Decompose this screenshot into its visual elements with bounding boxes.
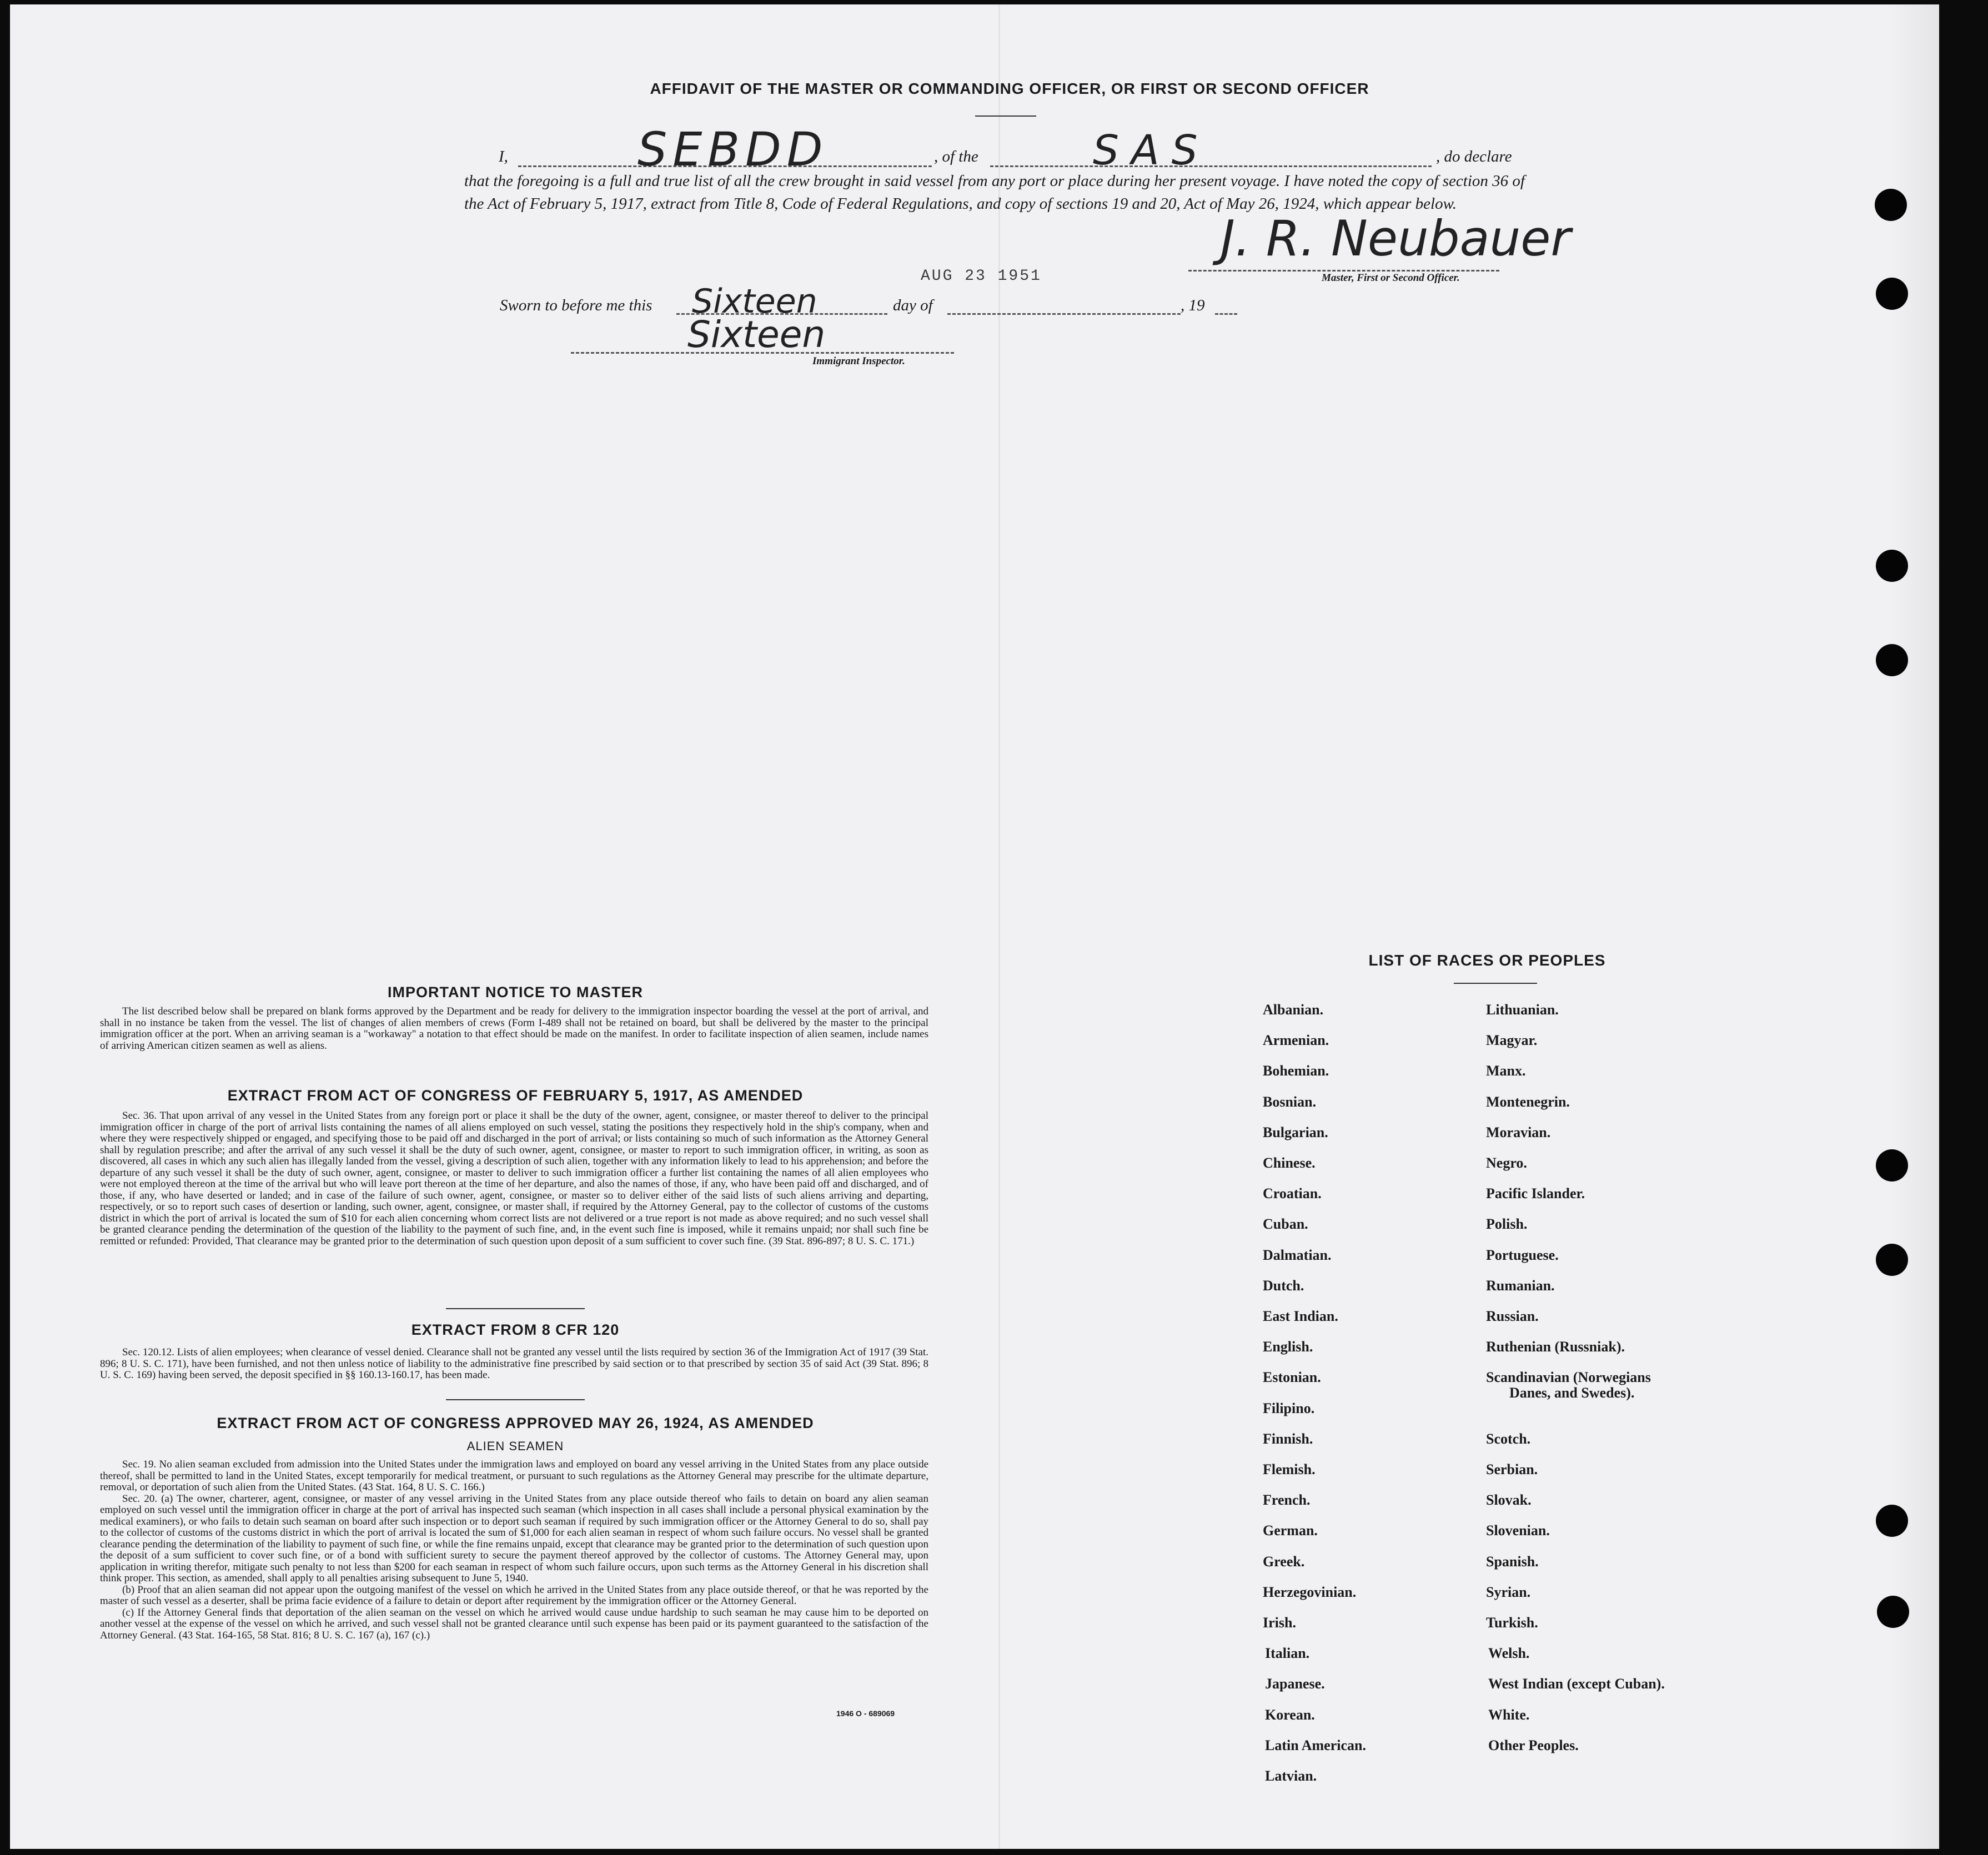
race-item: Serbian. [1486, 1461, 1538, 1477]
race-item: Herzegovinian. [1263, 1584, 1357, 1600]
extract-1917-text [100, 1110, 928, 1247]
race-item: Filipino. [1263, 1400, 1315, 1416]
race-item: Croatian. [1263, 1185, 1322, 1202]
race-item: West Indian (except Cuban). [1488, 1676, 1665, 1692]
notice-text [100, 1006, 928, 1052]
master-officer-label: Master, First or Second Officer. [1322, 272, 1460, 284]
race-item: Estonian. [1263, 1369, 1321, 1385]
i-label: I, [499, 148, 508, 165]
inspector-label: Immigrant Inspector. [812, 355, 905, 367]
race-item: Pacific Islander. [1486, 1185, 1585, 1202]
master-signature-handwritten: J. R. Neubauer [1221, 210, 1571, 267]
extract-1924-text [100, 1459, 928, 1641]
races-title-underline [1454, 983, 1537, 984]
race-item: Latvian. [1265, 1768, 1317, 1784]
race-item: Magyar. [1486, 1032, 1538, 1048]
race-item: Albanian. [1263, 1002, 1324, 1018]
race-item: Welsh. [1488, 1645, 1530, 1661]
race-item: English. [1263, 1339, 1313, 1355]
race-item: Other Peoples. [1488, 1737, 1579, 1753]
section-20b-paragraph: (b) Proof that an alien seaman did not appear upon the outgoing manifest of the vessel on which he arrived in the United States from any place outside thereof, or that he was reported by the master of such vessel as a deserter, shall be prima facie evidence of a failure to detain or deport after requirement by the immigration officer or the Attorney General. [100, 1583, 928, 1607]
race-item: Bohemian. [1263, 1063, 1329, 1079]
race-item: White. [1488, 1707, 1530, 1723]
punch-hole-icon [1876, 1244, 1908, 1276]
print-code: 1946 O - 689069 [836, 1709, 895, 1718]
do-declare-label: , do declare [1436, 148, 1512, 165]
race-item: Chinese. [1263, 1155, 1316, 1171]
section-divider [446, 1399, 585, 1400]
race-item: Dutch. [1263, 1278, 1304, 1294]
race-item: Scandinavian (Norwegians [1486, 1369, 1651, 1385]
race-item: Danes, and Swedes). [1509, 1385, 1635, 1401]
punch-hole-icon [1876, 278, 1908, 310]
affidavit-body-text: that the foregoing is a full and true list of all the crew brought in said vessel from any port or place during her present voyage. I have noted the copy of section 36 of the Act of February 5, 1917, extract from Title 8, Code of Federal Regulations, and copy of sections 19 and 20, Act of May 26, 1924, which appear below. [464, 172, 1525, 213]
vessel-name-handwritten: SAS [1093, 127, 1210, 174]
punch-hole-icon [1876, 550, 1908, 582]
section-divider [446, 1308, 585, 1309]
race-item: Slovak. [1486, 1492, 1532, 1508]
date-stamp: AUG 23 1951 [921, 268, 1042, 285]
race-item: Portuguese. [1486, 1247, 1559, 1263]
punch-hole-icon [1876, 644, 1908, 676]
race-item: Italian. [1265, 1645, 1310, 1661]
race-item: Flemish. [1263, 1461, 1316, 1477]
extract-8cfr-text [100, 1347, 928, 1381]
section-36-paragraph: Sec. 36. That upon arrival of any vessel in the United States from any foreign port or place it shall be the duty of the owner, agent, consignee, or master thereof to deliver to the principal immigration officer in charge of the port of arrival lists containing the names of all aliens employed on such vessel, stating the positions they respectively hold in the ship's company, when and where they were respectively shipped or engaged, and specifying those to be paid off and discharged in the port of arrival; or lists containing so much of such information as the Attorney General shall by regulation prescribe; and after the arrival of any such vessel it shall be the duty of such owner, agent, consignee, or master to report to such immigration officer, in writing, as soon as discovered, all cases in which any such alien has illegally landed from the vessel, giving a description of such alien, together with any information likely to lead to his apprehension; and before the departure of any such vessel it shall be the duty of such owner, agent, consignee, or master to deliver to such immigration officer a further list containing the names of all alien employees who were not employed thereon at the time of the arrival but who will leave port thereon at the time of her departure, and also the names of those, if any, who have been paid off and discharged, and of those, if any, who have deserted or landed; and in case of the failure of such owner, agent, consignee, or master so to deliver either of the said lists of such aliens arriving and departing, respectively, or so to report such cases of desertion or landing, such owner, agent, consignee, or master shall, if required by the Attorney General, pay to the collector of customs of the customs district in which the port of arrival is located the sum of $10 for each alien concerning whom correct lists are not delivered or a true report is not made as above required; and no such vessel shall be granted clearance pending the determination of the question of the liability to the payment of such fine, and, in the event such fine is imposed, while it remains unpaid; nor shall such fine be remitted or refunded: Provided, That clearance may be granted prior to the determination of such question upon deposit of a sum sufficient to cover such fine. (39 Stat. 896-897; 8 U. S. C. 171.) [100, 1110, 928, 1247]
title-underline [975, 115, 1036, 117]
race-item: Latin American. [1265, 1737, 1366, 1753]
document-page [10, 4, 1939, 1849]
month-line [947, 313, 1181, 315]
race-item: Finnish. [1263, 1431, 1313, 1447]
section-19-paragraph: Sec. 19. No alien seaman excluded from admission into the United States under the immigration laws and employed on board any vessel arriving in the United States from any place outside thereof, shall be permitted to land in the United States, except temporarily for medical treatment, or pursuant to such regulations as the Attorney General may prescribe for the ultimate departure, removal, or deportation of such alien from the United States. (43 Stat. 164, 8 U. S. C. 166.) [100, 1459, 928, 1493]
race-item: Montenegrin. [1486, 1094, 1570, 1110]
race-item: Rumanian. [1486, 1278, 1555, 1294]
race-item: Scotch. [1486, 1431, 1531, 1447]
race-item: Irish. [1263, 1615, 1296, 1631]
race-item: Bosnian. [1263, 1094, 1317, 1110]
race-item: Japanese. [1265, 1676, 1325, 1692]
vessel-line [990, 165, 1432, 167]
race-item: Ruthenian (Russniak). [1486, 1339, 1625, 1355]
race-item: Negro. [1486, 1155, 1527, 1171]
race-item: Polish. [1486, 1216, 1528, 1232]
race-item: Lithuanian. [1486, 1002, 1559, 1018]
section-20c-paragraph: (c) If the Attorney General finds that deportation of the alien seaman on the vessel on which he arrived would cause undue hardship to such seaman he may cause him to be deported on another vessel at the expense of the vessel on which he arrived, and such vessel shall not be granted clearance until such expense has been paid or its payment guaranteed to the satisfaction of the Attorney General. (43 Stat. 164-165, 58 Stat. 816; 8 U. S. C. 167 (a), 167 (c).) [100, 1606, 928, 1641]
race-item: Bulgarian. [1263, 1124, 1328, 1140]
race-item: Turkish. [1486, 1615, 1538, 1631]
punch-hole-icon [1876, 1505, 1908, 1537]
section-120-12-paragraph: Sec. 120.12. Lists of alien employees; when clearance of vessel denied. Clearance shall not be granted any vessel until the lists required by section 36 of the Immigration Act of 1917 (39 Stat. 896; 8 U. S. C. 171), have been furnished, and not then unless notice of liability to the administrative fine prescribed by said section or to that prescribed by section 35 of said Act (39 Stat. 896; 8 U. S. C. 169) having been served, the deposit specified in §§ 160.13-160.17, has been made. [100, 1346, 928, 1381]
race-item: Dalmatian. [1263, 1247, 1332, 1263]
sworn-day-handwritten: Sixteen [692, 282, 817, 321]
race-item: French. [1263, 1492, 1311, 1508]
race-item: Greek. [1263, 1554, 1305, 1570]
race-item: Spanish. [1486, 1554, 1539, 1570]
extract-8cfr-title: EXTRACT FROM 8 CFR 120 [411, 1321, 620, 1338]
race-item: Korean. [1265, 1707, 1315, 1723]
race-item: East Indian. [1263, 1308, 1338, 1324]
race-item: Moravian. [1486, 1124, 1551, 1140]
punch-hole-icon [1875, 189, 1907, 221]
race-item: Syrian. [1486, 1584, 1531, 1600]
year-label: , 19 [1181, 296, 1205, 314]
affidavit-title: AFFIDAVIT OF THE MASTER OR COMMANDING OFFICER, OR FIRST OR SECOND OFFICER [650, 80, 1369, 97]
of-the-label: , of the [934, 148, 978, 165]
year-line [1215, 313, 1237, 315]
race-item: German. [1263, 1522, 1318, 1539]
punch-hole-icon [1876, 1149, 1908, 1182]
races-title: LIST OF RACES OR PEOPLES [1368, 952, 1606, 969]
race-item: Russian. [1486, 1308, 1539, 1324]
alien-seamen-subtitle: ALIEN SEAMEN [466, 1439, 564, 1453]
notice-title: IMPORTANT NOTICE TO MASTER [388, 984, 643, 1001]
signature-line [1188, 270, 1499, 272]
day-of-label: day of [893, 296, 933, 314]
race-item: Slovenian. [1486, 1522, 1550, 1539]
extract-1917-title: EXTRACT FROM ACT OF CONGRESS OF FEBRUARY 5, 1917, AS AMENDED [227, 1087, 804, 1104]
notice-paragraph: The list described below shall be prepared on blank forms approved by the Department and be ready for delivery to the immigration inspector boarding the vessel at the port of arrival, and shall in no instance be taken from the vessel. The list of changes of alien members of crews (Form I-489 shall not be retained on board, but shall be delivered by the master to the principal immigration officer at the port. When an arriving seaman is a "workaway" a notation to that effect should be made on the manifest. In order to facilitate inspection of alien seamen, include names of arriving American citizen seamen as well as aliens. [100, 1006, 928, 1052]
race-item: Manx. [1486, 1063, 1526, 1079]
section-20a-paragraph: Sec. 20. (a) The owner, charterer, agent, consignee, or master of any vessel arriving in the United States from any place outside thereof who fails to detain on board any alien seaman employed on such vessel until the immigration officer in charge at the port of arrival has inspected such seaman (which inspection in all cases shall include a personal physical examination by the medical examiners), or who fails to detain such seaman on board after such inspection or to deport such seaman if required by such immigration officer or the Attorney General to do so, shall pay to the collector of customs of the customs district in which the port of arrival is located the sum of $1,000 for each alien seaman in respect of whom such failure occurs. No vessel shall be granted clearance pending the determination of the liability to payment of such fine, or while the fine remains unpaid, except that clearance may be granted prior to the determination of such question upon the deposit of a sum sufficient to cover such fine, or of a bond with sufficient surety to secure the payment thereof approved by the collector of customs. The Attorney General may, upon application in writing therefor, mitigate such penalty to not less than $200 for each seaman in respect of whom such failure occurs, upon such terms as the Attorney General in his discretion shall think proper. This section, as amended, shall apply to all penalties arising subsequent to June 5, 1940. [100, 1492, 928, 1584]
race-item: Armenian. [1263, 1032, 1329, 1048]
race-item: Cuban. [1263, 1216, 1308, 1232]
punch-hole-icon [1877, 1596, 1909, 1628]
inspector-signature-handwritten: Sixteen [687, 313, 826, 356]
extract-1924-title: EXTRACT FROM ACT OF CONGRESS APPROVED MAY 26, 1924, AS AMENDED [217, 1415, 814, 1431]
master-name-handwritten: SEBDD [637, 122, 829, 177]
sworn-label: Sworn to before me this [500, 296, 652, 314]
